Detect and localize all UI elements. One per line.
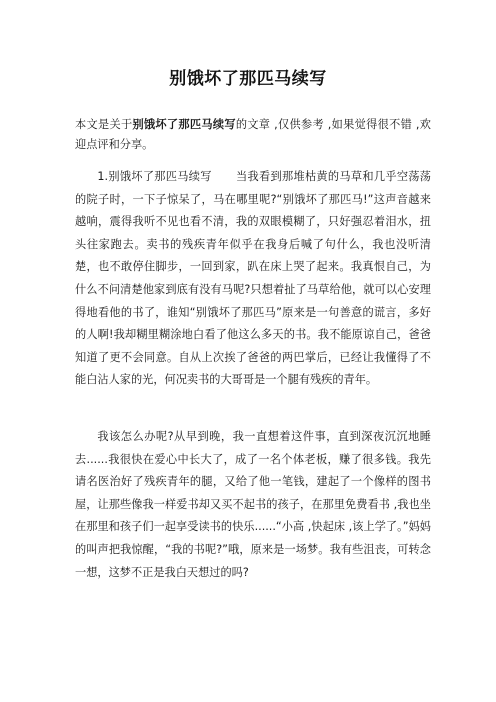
intro-prefix: 本文是关于	[75, 118, 133, 131]
body-paragraph-2	[75, 426, 431, 584]
intro-suffix: 的文章 ,仅供参考 ,如果觉得很不错 ,欢迎点评和分享。	[75, 118, 431, 151]
page-title: 别饿坏了那匹马续写	[169, 69, 327, 89]
intro-paragraph	[75, 115, 431, 155]
body-paragraph-1	[75, 166, 431, 392]
intro-bold-title: 别饿坏了那匹马续写	[132, 118, 236, 131]
paragraph-text: 当我看到那堆枯黄的马草和几乎空荡荡的院子时，一下子惊呆了，马在哪里呢?“别饿坏了那匹马!”这声音越来越响，震得我听不见也看不清，我的双眼模糊了，只好强忍着泪水，扭头往家跑去。卖书的残疾青年似乎在我身后喊了句什么，我也没听清楚，也不敢停住脚步，一回到家，趴在床上哭了起来。我真恨自己，为什么不问清楚他家到底有没有马呢?只想着扯了马草给他，就可以心安理得地看他的书了，谁知“别饿坏了那匹马”原来是一句善意的谎言，多好的人啊!我却糊里糊涂地白看了他这么多天的书。我不能原谅自己，爸爸知道了更不会同意。自从上次挨了爸爸的两巴掌后，已经让我懂得了不能白沾人家的光，何况卖书的大哥哥是一个腿有残疾的青年。	[75, 170, 431, 387]
paragraph-text: 我该怎么办呢?从早到晚，我一直想着这件事，直到深夜沉沉地睡去......我很快在爱心中长大了，成了一名个体老板，赚了很多钱。我先请名医治好了残疾青年的腿，又给了他一笔钱，建起了一个像样的图书屋，让那些像我一样爱书却又买不起书的孩子，在那里免费看书 ,我也坐在那里和孩子们一起享受读书的快乐......“小高 ,快起床 ,该上学了。”妈妈的叫声把我惊醒，“我的书呢?”哦，原来是一场梦。我有些沮丧，可转念一想，这梦不正是我白天想过的吗?	[75, 430, 431, 579]
section-heading: 1.别饿坏了那匹马续写	[97, 170, 212, 183]
